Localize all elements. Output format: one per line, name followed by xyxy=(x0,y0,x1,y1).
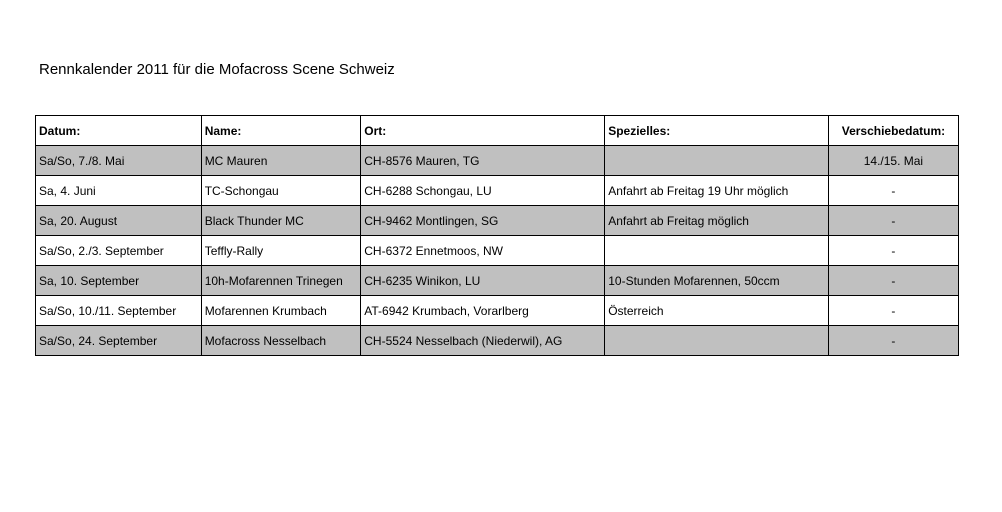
cell-shift-date: - xyxy=(828,266,958,296)
cell-special: 10-Stunden Mofarennen, 50ccm xyxy=(605,266,829,296)
column-header-name: Name: xyxy=(201,116,361,146)
table-row xyxy=(36,236,959,266)
cell-date: Sa, 10. September xyxy=(36,266,202,296)
cell-shift-date: - xyxy=(828,296,958,326)
cell-date: Sa/So, 2./3. September xyxy=(36,236,202,266)
cell-date: Sa/So, 7./8. Mai xyxy=(36,146,202,176)
cell-special: Anfahrt ab Freitag möglich xyxy=(605,206,829,236)
column-header-special: Spezielles: xyxy=(605,116,829,146)
cell-name: 10h-Mofarennen Trinegen xyxy=(201,266,361,296)
cell-name: Black Thunder MC xyxy=(201,206,361,236)
cell-shift-date: - xyxy=(828,326,958,356)
document-title: Rennkalender 2011 für die Mofacross Scene Schweiz xyxy=(39,61,395,78)
cell-place: CH-5524 Nesselbach (Niederwil), AG xyxy=(361,326,605,356)
table-header-row xyxy=(36,116,959,146)
cell-special xyxy=(605,236,829,266)
cell-special xyxy=(605,146,829,176)
cell-name: TC-Schongau xyxy=(201,176,361,206)
race-calendar-table xyxy=(35,115,959,356)
table-row xyxy=(36,206,959,236)
cell-name: MC Mauren xyxy=(201,146,361,176)
cell-special: Österreich xyxy=(605,296,829,326)
cell-place: CH-9462 Montlingen, SG xyxy=(361,206,605,236)
cell-place: CH-6235 Winikon, LU xyxy=(361,266,605,296)
table-body xyxy=(36,146,959,356)
table-row xyxy=(36,266,959,296)
cell-shift-date: - xyxy=(828,206,958,236)
cell-date: Sa, 4. Juni xyxy=(36,176,202,206)
cell-shift-date: 14./15. Mai xyxy=(828,146,958,176)
table-row xyxy=(36,146,959,176)
cell-place: CH-6372 Ennetmoos, NW xyxy=(361,236,605,266)
cell-date: Sa, 20. August xyxy=(36,206,202,236)
cell-shift-date: - xyxy=(828,176,958,206)
column-header-date: Datum: xyxy=(36,116,202,146)
table-row xyxy=(36,176,959,206)
cell-name: Mofacross Nesselbach xyxy=(201,326,361,356)
column-header-shift-date: Verschiebedatum: xyxy=(828,116,958,146)
cell-date: Sa/So, 10./11. September xyxy=(36,296,202,326)
cell-special xyxy=(605,326,829,356)
cell-place: CH-8576 Mauren, TG xyxy=(361,146,605,176)
cell-place: AT-6942 Krumbach, Vorarlberg xyxy=(361,296,605,326)
table-row xyxy=(36,326,959,356)
cell-name: Mofarennen Krumbach xyxy=(201,296,361,326)
cell-date: Sa/So, 24. September xyxy=(36,326,202,356)
cell-place: CH-6288 Schongau, LU xyxy=(361,176,605,206)
cell-special: Anfahrt ab Freitag 19 Uhr möglich xyxy=(605,176,829,206)
cell-shift-date: - xyxy=(828,236,958,266)
table-row xyxy=(36,296,959,326)
cell-name: Teffly-Rally xyxy=(201,236,361,266)
column-header-place: Ort: xyxy=(361,116,605,146)
